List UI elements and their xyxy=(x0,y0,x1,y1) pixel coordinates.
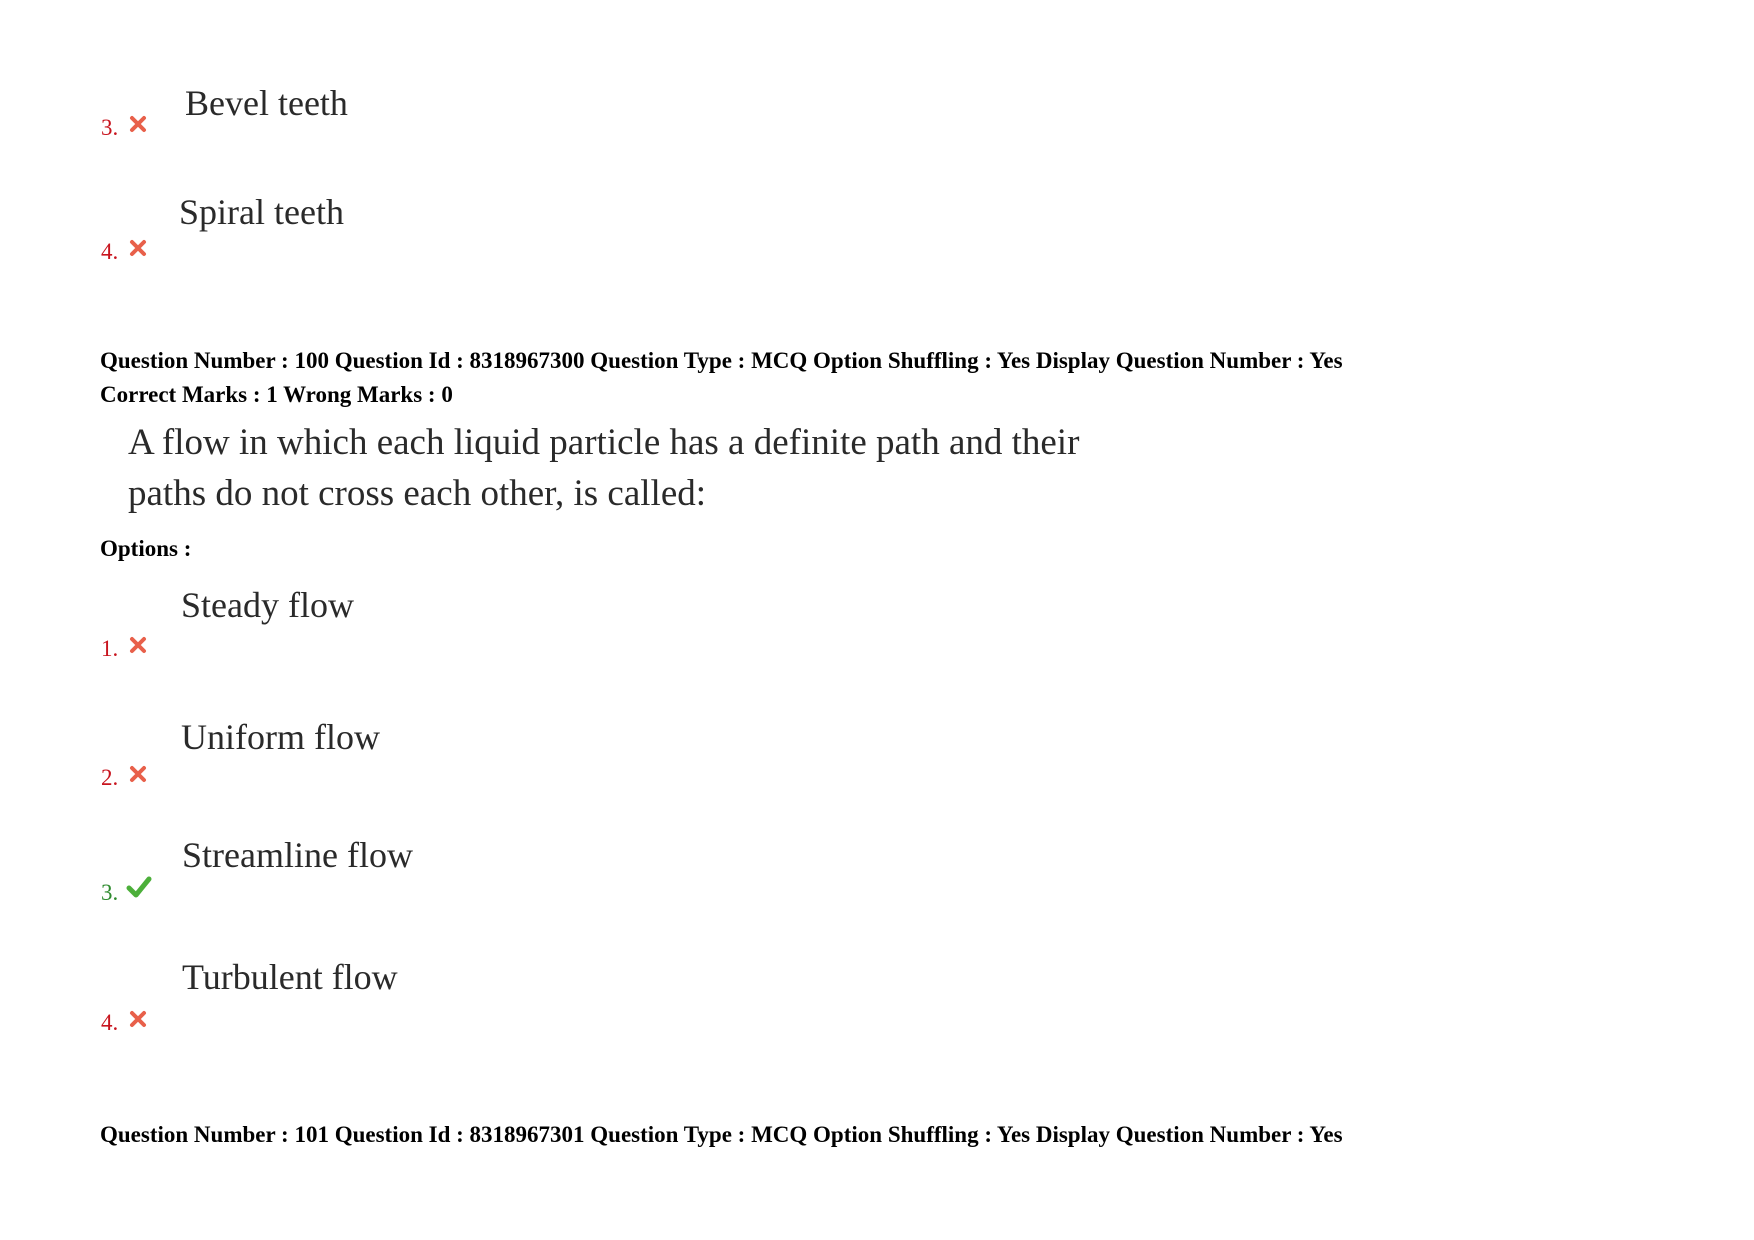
prev-option-4-text: Spiral teeth xyxy=(179,192,344,232)
cross-icon xyxy=(128,238,148,263)
question-text-line-1: A flow in which each liquid particle has a definite path and their xyxy=(128,422,1080,463)
prev-option-3-number: 3. xyxy=(101,115,119,140)
question-text-line-2: paths do not cross each other, is called: xyxy=(128,473,707,514)
options-label: Options : xyxy=(100,536,192,561)
cross-icon xyxy=(128,114,148,139)
checkmark-icon xyxy=(126,876,152,903)
next-question-meta-line: Question Number : 101 Question Id : 8318967301 Question Type : MCQ Option Shuffling : Yes Display Question Number : Yes xyxy=(100,1122,1343,1147)
cross-icon xyxy=(128,764,148,789)
cross-icon xyxy=(128,1009,148,1034)
cross-icon xyxy=(128,635,148,660)
question-meta-line: Question Number : 100 Question Id : 8318967300 Question Type : MCQ Option Shuffling : Yes Display Question Number : Yes xyxy=(100,348,1343,373)
option-2-number: 2. xyxy=(101,765,119,790)
prev-option-4-number: 4. xyxy=(101,239,119,264)
option-3-text: Streamline flow xyxy=(182,835,413,875)
option-4-text: Turbulent flow xyxy=(182,957,398,997)
option-1-number: 1. xyxy=(101,636,119,661)
option-2-text: Uniform flow xyxy=(181,717,380,757)
option-3-number: 3. xyxy=(101,880,119,905)
prev-option-3-text: Bevel teeth xyxy=(185,83,348,123)
option-1-text: Steady flow xyxy=(181,585,354,625)
marks-meta-line: Correct Marks : 1 Wrong Marks : 0 xyxy=(100,382,453,407)
option-4-number: 4. xyxy=(101,1010,119,1035)
